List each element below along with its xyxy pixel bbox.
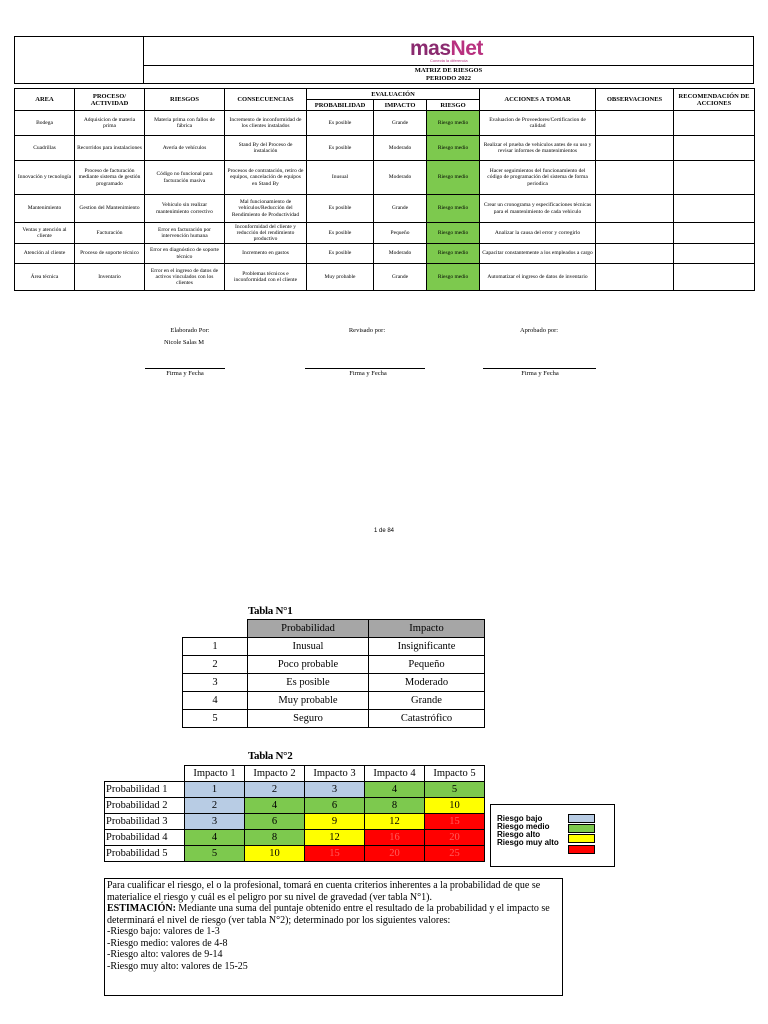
cell-consecuencia: Stand By del Proceso de instalación — [225, 136, 307, 161]
tabla2-score-cell: 20 — [425, 830, 485, 846]
tabla2-header-impacto1: Impacto 1 — [185, 766, 245, 782]
tabla2-score-cell: 15 — [425, 814, 485, 830]
cell-accion: Evaluacion de Proveedores/Certificacion de calidad — [480, 111, 596, 136]
tabla2-score-cell: 4 — [245, 798, 305, 814]
cell-area: Innovación y tecnología — [15, 161, 75, 195]
col-impacto: IMPACTO — [374, 100, 427, 111]
cell-area: Área técnica — [15, 264, 75, 291]
tabla2-score-cell: 10 — [245, 846, 305, 862]
revisado-label: Revisado por: — [348, 327, 386, 334]
brand-tagline: Conecta la diferencia — [430, 58, 468, 63]
cell-riesgo-desc: Vehiculo sin realizar mantenimiento correctivo — [145, 195, 225, 223]
cell-impacto: Moderado — [374, 244, 427, 264]
cell-observaciones — [596, 264, 674, 291]
col-consecuencias: CONSECUENCIAS — [225, 89, 307, 111]
tabla2-score-cell: 4 — [365, 782, 425, 798]
signature-line-revisado — [305, 368, 425, 369]
legend-label-bajo: Riesgo bajo — [497, 814, 543, 823]
table-row — [183, 638, 485, 656]
tabla2-score-cell: 6 — [245, 814, 305, 830]
cell-probabilidad: Es posible — [307, 136, 374, 161]
col-acciones: ACCIONES A TOMAR — [480, 89, 596, 111]
firma-fecha-aprobado: Firma y Fecha — [521, 370, 559, 377]
cell-recomendacion — [674, 136, 755, 161]
tabla1-corner — [183, 620, 248, 638]
tabla2 — [104, 765, 485, 862]
legend-swatch-medio — [568, 824, 595, 833]
cell-probabilidad: Inusual — [307, 161, 374, 195]
cell-consecuencia: Mal funcionamiento de vehículos/Reducción del Rendimiento de Productividad — [225, 195, 307, 223]
cell-observaciones — [596, 161, 674, 195]
tabla2-row-label: Probabilidad 4 — [105, 830, 185, 846]
tabla1-probabilidad: Muy probable — [248, 692, 369, 710]
cell-riesgo-level: Riesgo medio — [427, 223, 480, 244]
note-line-medio: -Riesgo medio: valores de 4-8 — [107, 937, 228, 949]
note-estimacion-label: ESTIMACIÓN: — [107, 903, 176, 914]
cell-riesgo-level: Riesgo medio — [427, 136, 480, 161]
col-proceso: PROCESO/ ACTIVIDAD — [75, 89, 145, 111]
tabla1-level: 4 — [183, 692, 248, 710]
tabla2-score-cell: 20 — [365, 846, 425, 862]
tabla1 — [182, 619, 485, 728]
table-row — [15, 161, 755, 195]
legend-label-alto: Riesgo alto — [497, 830, 541, 839]
logo-placeholder-cell — [15, 37, 144, 84]
matrix-header — [14, 36, 754, 84]
note-line-muy-alto: -Riesgo muy alto: valores de 15-25 — [107, 960, 248, 972]
cell-impacto: Moderado — [374, 136, 427, 161]
tabla2-row-label: Probabilidad 3 — [105, 814, 185, 830]
tabla2-score-cell: 16 — [365, 830, 425, 846]
cell-proceso: Gestion del Mantenimiento — [75, 195, 145, 223]
col-probabilidad: PROBABILIDAD — [307, 100, 374, 111]
tabla2-score-cell: 4 — [185, 830, 245, 846]
tabla2-score-cell: 3 — [185, 814, 245, 830]
page-number: 1 de 84 — [373, 528, 395, 534]
table-row — [183, 710, 485, 728]
cell-observaciones — [596, 136, 674, 161]
cell-impacto: Grande — [374, 195, 427, 223]
tabla2-header-impacto2: Impacto 2 — [245, 766, 305, 782]
cell-proceso: Recorridos para instalaciones — [75, 136, 145, 161]
cell-riesgo-level: Riesgo medio — [427, 195, 480, 223]
tabla2-header-impacto3: Impacto 3 — [305, 766, 365, 782]
brand-cell — [144, 37, 754, 66]
cell-riesgo-desc: Error en el ingreso de datos de activos vinculados con los clientes — [145, 264, 225, 291]
cell-riesgo-desc: Materia prima con fallos de fábrica — [145, 111, 225, 136]
table-row — [183, 674, 485, 692]
tabla1-probabilidad: Seguro — [248, 710, 369, 728]
cell-consecuencia: Incremento en gastos — [225, 244, 307, 264]
table-row — [105, 782, 485, 798]
tabla2-score-cell: 5 — [425, 782, 485, 798]
title-cell — [144, 66, 754, 84]
risk-legend — [490, 804, 615, 867]
cell-proceso: Proceso de soporte técnico — [75, 244, 145, 264]
aprobado-label: Aprobado por: — [519, 327, 559, 334]
tabla2-title: Tabla N°2 — [248, 750, 293, 762]
cell-proceso: Proceso de facturación mediante sistema de gestión programado — [75, 161, 145, 195]
cell-area: Bodega — [15, 111, 75, 136]
table-row — [15, 195, 755, 223]
cell-riesgo-desc: Avería de vehículos — [145, 136, 225, 161]
cell-probabilidad: Es posible — [307, 223, 374, 244]
firma-fecha-elaborado: Firma y Fecha — [166, 370, 204, 377]
tabla2-header-impacto5: Impacto 5 — [425, 766, 485, 782]
tabla2-score-cell: 2 — [185, 798, 245, 814]
cell-consecuencia: Inconformidad del cliente y reducción del rendimiento productivo — [225, 223, 307, 244]
legend-swatch-alto — [568, 834, 595, 843]
elaborado-label: Elaborado Por: — [170, 327, 210, 334]
table-row — [105, 846, 485, 862]
tabla2-score-cell: 1 — [185, 782, 245, 798]
cell-riesgo-level: Riesgo medio — [427, 264, 480, 291]
tabla2-score-cell: 25 — [425, 846, 485, 862]
cell-accion: Crear un cronograma y especificaciones técnicas para el mantenimiento de cada vehiculo — [480, 195, 596, 223]
cell-probabilidad: Es posible — [307, 111, 374, 136]
col-evaluacion: EVALUACIÓN — [307, 89, 480, 100]
tabla1-impacto: Grande — [369, 692, 485, 710]
tabla2-corner — [105, 766, 185, 782]
cell-recomendacion — [674, 223, 755, 244]
tabla2-body — [105, 782, 485, 862]
tabla1-level: 3 — [183, 674, 248, 692]
note-paragraph-1: Para cualificar el riesgo, el o la profesional, tomará en cuenta criterios inherentes a la probabilidad de que se materialice el riesgo y cuál es el peligro por su nivel de gravedad (ver tabla N°1). — [107, 880, 541, 903]
cell-riesgo-level: Riesgo medio — [427, 111, 480, 136]
table-row — [105, 830, 485, 846]
table-row — [15, 223, 755, 244]
tabla2-score-cell: 12 — [365, 814, 425, 830]
tabla1-title: Tabla N°1 — [248, 605, 293, 617]
tabla2-score-cell: 15 — [305, 846, 365, 862]
tabla2-row-label: Probabilidad 5 — [105, 846, 185, 862]
tabla1-impacto: Catastrófico — [369, 710, 485, 728]
legend-label-muy-alto: Riesgo muy alto — [497, 838, 559, 847]
cell-proceso: Inventario — [75, 264, 145, 291]
table-row — [183, 692, 485, 710]
matrix-period: PERIODO 2022 — [426, 74, 471, 82]
risk-matrix-body — [15, 111, 755, 291]
elaborado-name: Nicole Salas M — [163, 339, 205, 346]
cell-riesgo-desc: Error en facturación por intervención humana — [145, 223, 225, 244]
cell-area: Mantenimiento — [15, 195, 75, 223]
cell-riesgo-desc: Error en diagnóstico de soporte técnico — [145, 244, 225, 264]
col-observaciones: OBSERVACIONES — [596, 89, 674, 111]
cell-riesgo-level: Riesgo medio — [427, 161, 480, 195]
cell-recomendacion — [674, 111, 755, 136]
tabla2-score-cell: 6 — [305, 798, 365, 814]
cell-impacto: Grande — [374, 264, 427, 291]
tabla2-row-label: Probabilidad 1 — [105, 782, 185, 798]
cell-impacto: Moderado — [374, 161, 427, 195]
cell-area: Ventas y atención al cliente — [15, 223, 75, 244]
tabla2-score-cell: 2 — [245, 782, 305, 798]
tabla2-score-cell: 12 — [305, 830, 365, 846]
cell-observaciones — [596, 195, 674, 223]
cell-impacto: Grande — [374, 111, 427, 136]
table-row — [15, 136, 755, 161]
tabla1-header-impacto: Impacto — [369, 620, 485, 638]
tabla2-header-impacto4: Impacto 4 — [365, 766, 425, 782]
cell-observaciones — [596, 223, 674, 244]
cell-observaciones — [596, 244, 674, 264]
tabla1-level: 1 — [183, 638, 248, 656]
col-riesgos: RIESGOS — [145, 89, 225, 111]
table-row — [105, 814, 485, 830]
firma-fecha-revisado: Firma y Fecha — [349, 370, 387, 377]
tabla1-probabilidad: Es posible — [248, 674, 369, 692]
cell-proceso: Adquisicion de materia prima — [75, 111, 145, 136]
cell-area: Atención al cliente — [15, 244, 75, 264]
legend-swatch-muy-alto — [568, 845, 595, 854]
matrix-title: MATRIZ DE RIESGOS — [414, 66, 483, 74]
tabla1-body — [183, 638, 485, 728]
tabla2-score-cell: 10 — [425, 798, 485, 814]
cell-consecuencia: Procesos de contratación, retiro de equipos, cancelación de equipos en Stand By — [225, 161, 307, 195]
cell-probabilidad: Es posible — [307, 244, 374, 264]
tabla1-header-probabilidad: Probabilidad — [248, 620, 369, 638]
tabla1-impacto: Pequeño — [369, 656, 485, 674]
cell-consecuencia: Problemas técnicos e inconformidad con el cliente — [225, 264, 307, 291]
cell-observaciones — [596, 111, 674, 136]
tabla2-score-cell: 8 — [245, 830, 305, 846]
table-row — [15, 244, 755, 264]
cell-probabilidad: Muy probable — [307, 264, 374, 291]
tabla2-score-cell: 5 — [185, 846, 245, 862]
tabla2-score-cell: 8 — [365, 798, 425, 814]
cell-accion: Capacitar constantemente a los empleados a cargo — [480, 244, 596, 264]
table-row — [183, 656, 485, 674]
cell-accion: Automatizar el ingreso de datos de inventario — [480, 264, 596, 291]
cell-recomendacion — [674, 244, 755, 264]
note-paragraph-2: Mediante una suma del puntaje obtenido entre el resultado de la probabilidad y el impacto se determinará el nivel de riesgo (ver tabla N°2); determinado por los siguientes valores: — [107, 903, 550, 926]
cell-accion: Hacer seguimientos del funcionamiento del código de programación del sistema de forma periodica — [480, 161, 596, 195]
tabla1-level: 2 — [183, 656, 248, 674]
tabla1-level: 5 — [183, 710, 248, 728]
tabla1-impacto: Insignificante — [369, 638, 485, 656]
cell-proceso: Facturación — [75, 223, 145, 244]
cell-area: Cuadrillas — [15, 136, 75, 161]
table-row — [15, 111, 755, 136]
tabla1-probabilidad: Inusual — [248, 638, 369, 656]
tabla1-impacto: Moderado — [369, 674, 485, 692]
note-line-bajo: -Riesgo bajo: valores de 1-3 — [107, 926, 220, 937]
legend-label-medio: Riesgo medio — [497, 822, 550, 831]
cell-accion: Realizar el prueba de vehículos antes de su uso y revisar informes de mantenimientos — [480, 136, 596, 161]
tabla2-score-cell: 3 — [305, 782, 365, 798]
legend-swatch-bajo — [568, 814, 595, 823]
cell-consecuencia: Incremento de inconformidad de los clientes instalados — [225, 111, 307, 136]
table-row — [15, 264, 755, 291]
tabla2-row-label: Probabilidad 2 — [105, 798, 185, 814]
cell-riesgo-desc: Código no funcional para facturación masiva — [145, 161, 225, 195]
col-area: AREA — [15, 89, 75, 111]
signature-line-elaborado — [145, 368, 225, 369]
cell-recomendacion — [674, 195, 755, 223]
risk-matrix-table — [14, 88, 755, 291]
signature-line-aprobado — [483, 368, 596, 369]
cell-recomendacion — [674, 264, 755, 291]
cell-impacto: Pequeño — [374, 223, 427, 244]
note-line-alto: -Riesgo alto: valores de 9-14 — [107, 949, 223, 960]
table-row — [105, 798, 485, 814]
cell-accion: Analizar la causa del error y corregirlo — [480, 223, 596, 244]
cell-riesgo-level: Riesgo medio — [427, 244, 480, 264]
estimation-note — [104, 878, 563, 996]
cell-recomendacion — [674, 161, 755, 195]
brand-suffix: Net — [450, 37, 483, 60]
col-riesgo: RIESGO — [427, 100, 480, 111]
tabla1-probabilidad: Poco probable — [248, 656, 369, 674]
tabla2-score-cell: 9 — [305, 814, 365, 830]
col-recomendacion: RECOMENDACIÓN DE ACCIONES — [674, 89, 755, 111]
brand-prefix: mas — [410, 37, 451, 60]
cell-probabilidad: Es posible — [307, 195, 374, 223]
